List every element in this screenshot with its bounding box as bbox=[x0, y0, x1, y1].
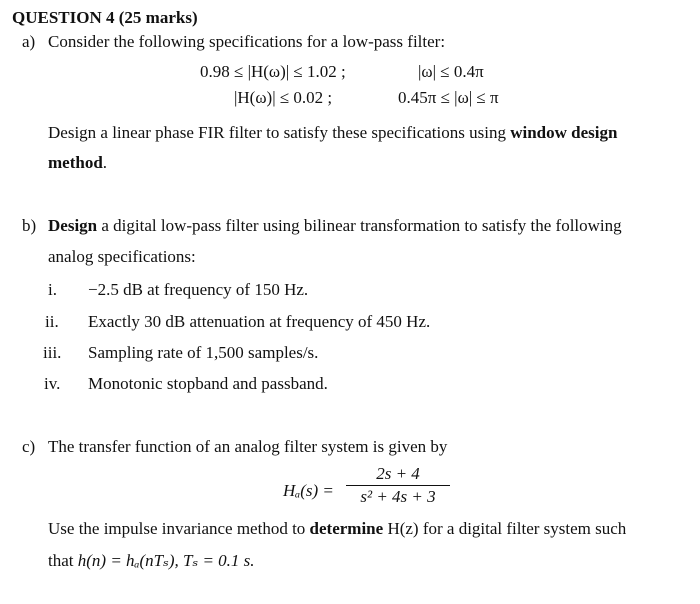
part-b-item-text: Monotonic stopband and passband. bbox=[88, 374, 328, 393]
part-a-task-line2 bbox=[48, 153, 107, 173]
part-b-item-num: i. bbox=[48, 280, 57, 299]
part-c-intro: The transfer function of an analog filter system is given by bbox=[48, 437, 448, 456]
part-a-task-bold1: window design bbox=[510, 123, 618, 142]
part-c-line1-pre: Use the impulse invariance method to bbox=[48, 519, 306, 538]
part-b-item-text: −2.5 dB at frequency of 150 Hz. bbox=[88, 280, 309, 299]
part-a-label: a) bbox=[22, 32, 36, 51]
part-a-task-line1 bbox=[48, 123, 617, 143]
transfer-function-lhs: Hₐ(s) = bbox=[283, 481, 334, 500]
question-heading bbox=[12, 8, 198, 28]
part-b-intro-rest: a digital low-pass filter using bilinear transformation to satisfy the following bbox=[101, 216, 622, 235]
part-c-line2 bbox=[48, 551, 255, 571]
transfer-function-numerator: 2s + 4 bbox=[376, 464, 420, 483]
part-b-item-num: iv. bbox=[44, 374, 61, 393]
spec2-left: |H(ω)| ≤ 0.02 ; bbox=[234, 88, 333, 107]
part-c-line2-pre: that bbox=[48, 551, 74, 570]
part-c-line1 bbox=[48, 519, 626, 539]
part-b-label: b) bbox=[22, 216, 37, 235]
transfer-function-denominator: s² + 4s + 3 bbox=[360, 487, 436, 506]
part-a-task-pre: Design a linear phase FIR filter to satisfy these specifications using bbox=[48, 123, 506, 142]
transfer-function-fraction bbox=[346, 464, 450, 507]
part-b-item-num: iii. bbox=[43, 343, 62, 362]
part-c-line2-math: h(n) = hₐ(nTₛ), Tₛ = 0.1 s. bbox=[77, 551, 255, 570]
part-b-bold-word: Design bbox=[48, 216, 98, 235]
part-a-task-end: . bbox=[102, 153, 108, 172]
part-b-item-num: ii. bbox=[45, 312, 59, 331]
question-title: QUESTION 4 bbox=[12, 8, 115, 27]
part-a-task-bold2: method bbox=[48, 153, 103, 172]
spec1-left: 0.98 ≤ |H(ω)| ≤ 1.02 ; bbox=[200, 62, 346, 81]
fraction-bar bbox=[346, 485, 450, 486]
question-marks: (25 marks) bbox=[118, 8, 198, 27]
spec1-right: |ω| ≤ 0.4π bbox=[418, 62, 484, 81]
part-c-line1-bold: determine bbox=[309, 519, 384, 538]
part-b-intro-line2: analog specifications: bbox=[48, 247, 196, 266]
part-a-intro: Consider the following specifications for a low-pass filter: bbox=[48, 32, 446, 51]
part-b-intro bbox=[48, 216, 622, 236]
part-c-label: c) bbox=[22, 437, 36, 456]
part-c-line1-post: H(z) for a digital filter system such bbox=[387, 519, 627, 538]
spec2-right: 0.45π ≤ |ω| ≤ π bbox=[398, 88, 499, 107]
part-b-item-text: Exactly 30 dB attenuation at frequency of 450 Hz. bbox=[88, 312, 431, 331]
part-b-item-text: Sampling rate of 1,500 samples/s. bbox=[88, 343, 319, 362]
